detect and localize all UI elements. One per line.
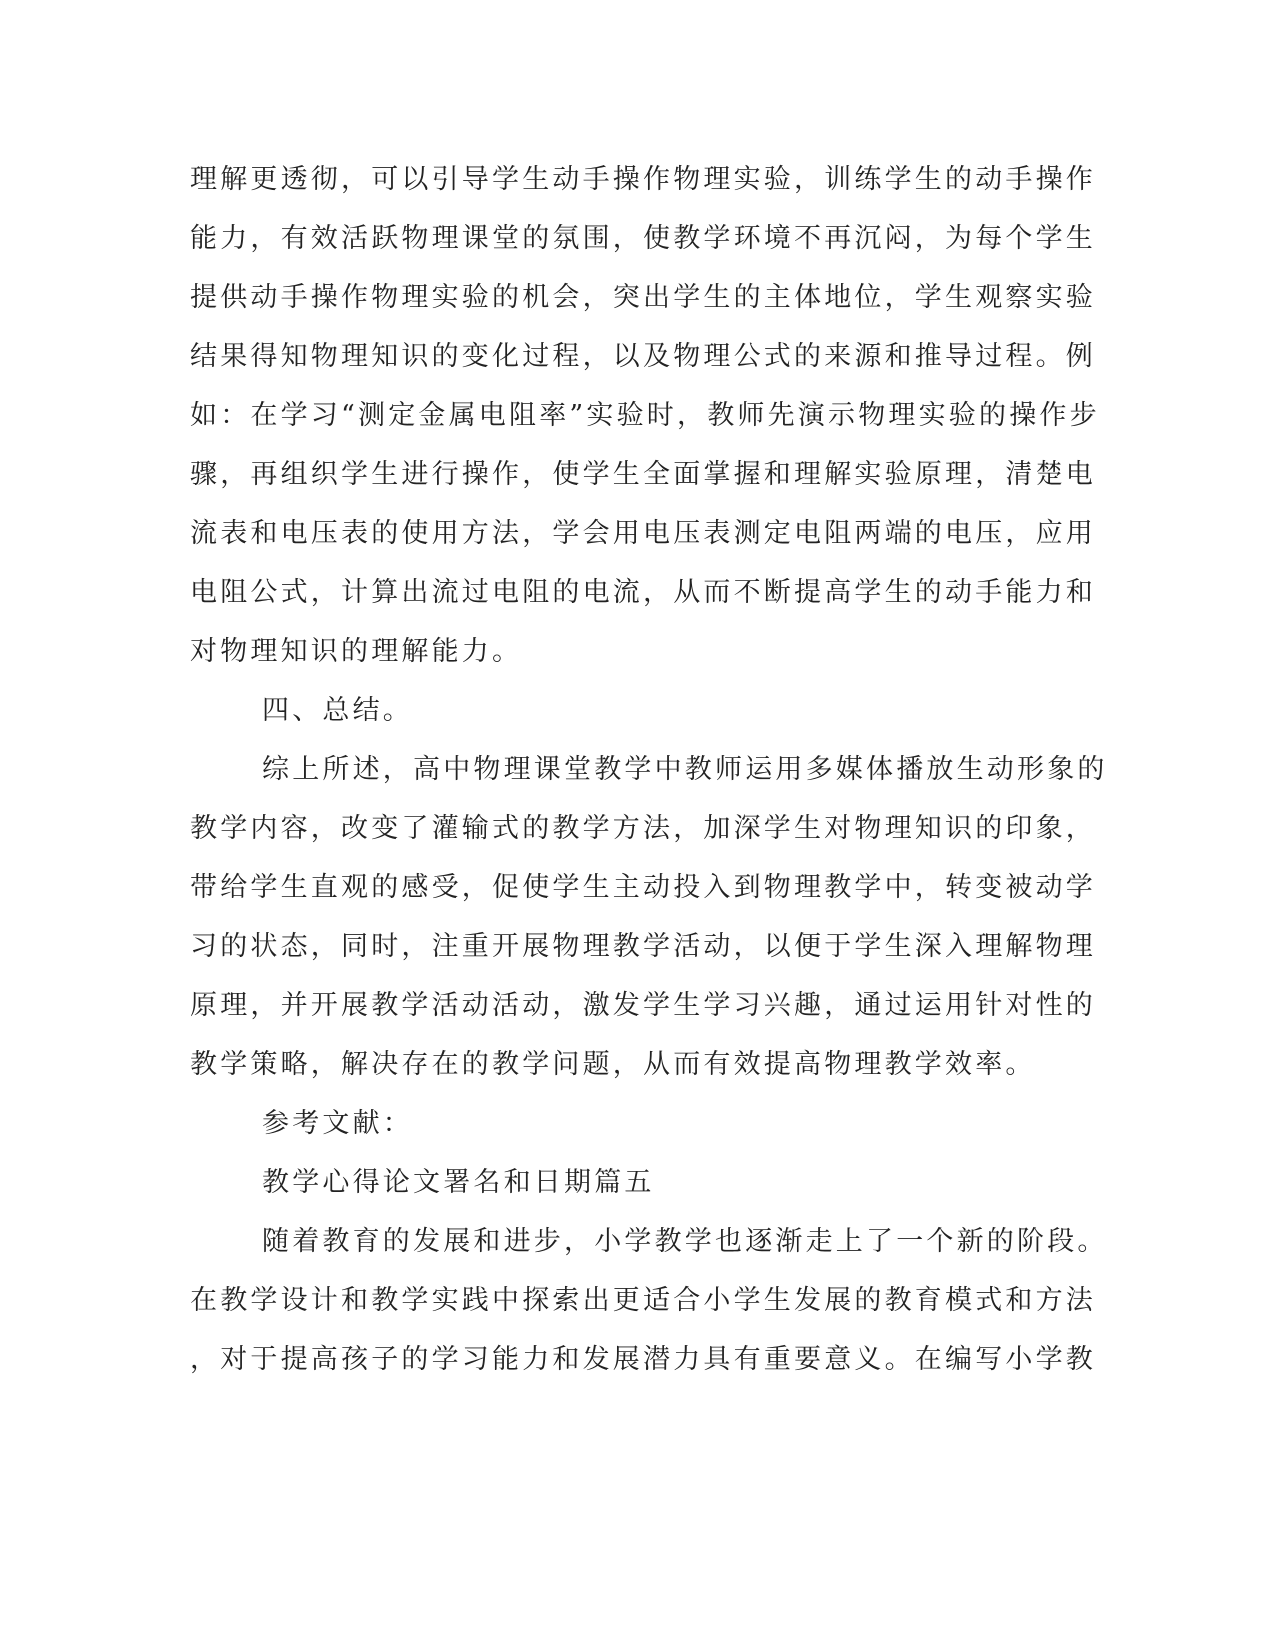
paragraph-line: 如：在学习“测定金属电阻率”实验时，教师先演示物理实验的操作步 — [190, 400, 1100, 431]
paragraph-line: 电阻公式，计算出流过电阻的电流，从而不断提高学生的动手能力和 — [190, 577, 1096, 608]
section-heading: 四、总结。 — [262, 695, 413, 726]
paragraph-line: 骤，再组织学生进行操作，使学生全面掌握和理解实验原理，清楚电 — [190, 459, 1096, 490]
paragraph-line: 流表和电压表的使用方法，学会用电压表测定电阻两端的电压，应用 — [190, 518, 1096, 549]
paragraph-line: 提供动手操作物理实验的机会，突出学生的主体地位，学生观察实验 — [190, 282, 1096, 313]
article-title: 教学心得论文署名和日期篇五 — [262, 1167, 655, 1198]
paragraph-line: 理解更透彻，可以引导学生动手操作物理实验，训练学生的动手操作 — [190, 164, 1096, 195]
paragraph-line: 原理，并开展教学活动活动，激发学生学习兴趣，通过运用针对性的 — [190, 990, 1096, 1021]
paragraph-line: 在教学设计和教学实践中探索出更适合小学生发展的教育模式和方法 — [190, 1285, 1096, 1316]
paragraph-line: 结果得知物理知识的变化过程，以及物理公式的来源和推导过程。例 — [190, 341, 1096, 372]
paragraph-line: 带给学生直观的感受，促使学生主动投入到物理教学中，转变被动学 — [190, 872, 1096, 903]
paragraph-line: 教学策略，解决存在的教学问题，从而有效提高物理教学效率。 — [190, 1049, 1036, 1080]
references-heading: 参考文献： — [262, 1108, 413, 1139]
paragraph-line: ，对于提高孩子的学习能力和发展潜力具有重要意义。在编写小学教 — [190, 1344, 1096, 1375]
paragraph-line: 能力，有效活跃物理课堂的氛围，使教学环境不再沉闷，为每个学生 — [190, 223, 1096, 254]
paragraph-line: 综上所述，高中物理课堂教学中教师运用多媒体播放生动形象的 — [262, 754, 1108, 785]
paragraph-line: 随着教育的发展和进步，小学教学也逐渐走上了一个新的阶段。 — [262, 1226, 1108, 1257]
paragraph-line: 对物理知识的理解能力。 — [190, 636, 523, 667]
paragraph-line: 教学内容，改变了灌输式的教学方法，加深学生对物理知识的印象， — [190, 813, 1096, 844]
paragraph-line: 习的状态，同时，注重开展物理教学活动，以便于学生深入理解物理 — [190, 931, 1096, 962]
